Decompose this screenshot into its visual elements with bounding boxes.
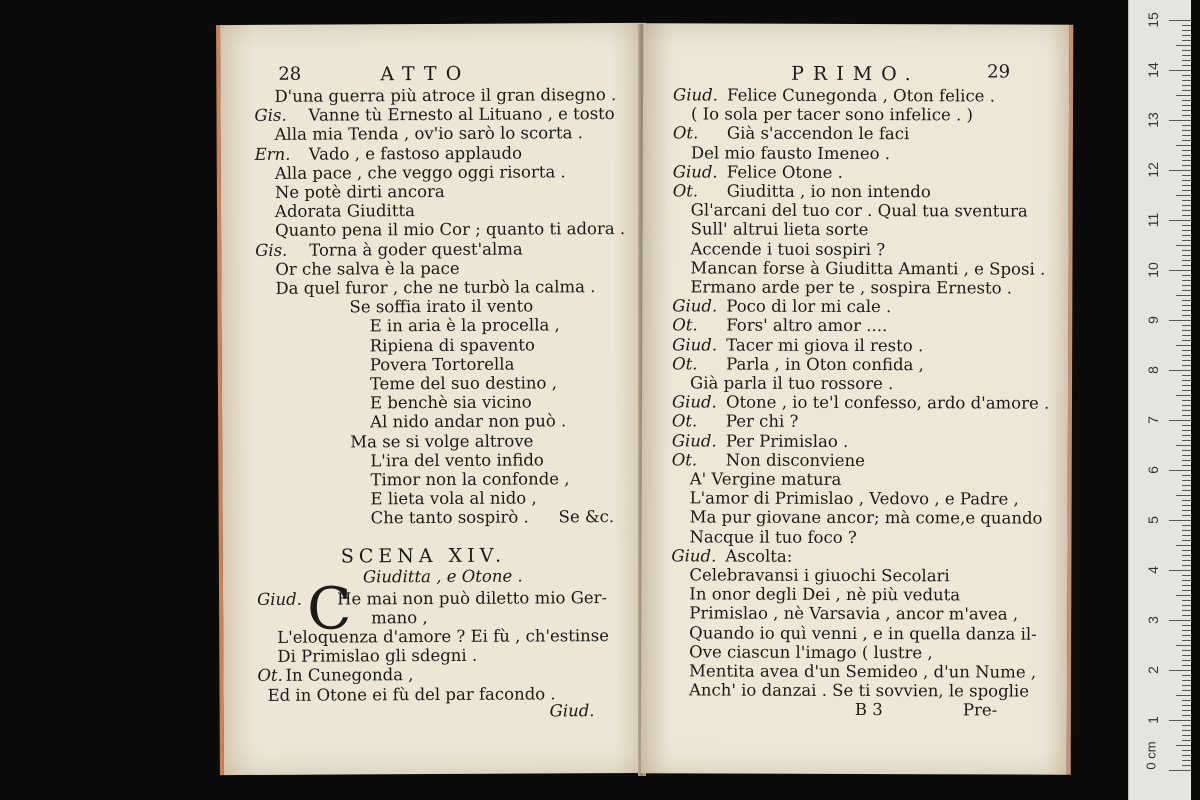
text-line: Al nido andar non può . — [370, 411, 567, 432]
ruler-tick — [1182, 80, 1191, 81]
ruler-tick — [1182, 285, 1191, 286]
ruler-tick — [1182, 390, 1191, 391]
left-page — [216, 23, 650, 775]
ruler-tick — [1182, 550, 1191, 551]
line-text: Tacer mi giova il resto . — [726, 335, 924, 355]
text-line: Che tanto sospirò . — [370, 507, 529, 528]
text-line — [671, 430, 849, 451]
ruler-tick — [1182, 365, 1191, 366]
ruler-tick — [1182, 205, 1191, 206]
running-head: ATTO — [380, 62, 471, 86]
line-text: Vanne tù Ernesto al Lituano , e tosto — [308, 104, 615, 125]
ruler-tick — [1182, 755, 1191, 756]
ruler-tick — [1182, 565, 1191, 566]
text-line — [671, 450, 865, 470]
text-line: Ove ciascun l'imago ( lustre , — [689, 642, 933, 663]
ruler-tick — [1182, 150, 1191, 151]
line-text: Fors' altro amor .... — [726, 315, 888, 336]
ruler-tick — [1182, 315, 1191, 316]
ruler-tick — [1182, 440, 1191, 441]
text-line: Sull' altrui lieta sorte — [690, 219, 869, 240]
text-line: Or che salva è la pace — [275, 258, 460, 279]
ruler-tick — [1182, 615, 1191, 616]
ruler-tick — [1182, 460, 1191, 461]
ruler-tick — [1169, 70, 1191, 71]
ruler-tick — [1169, 720, 1191, 721]
text-line: Alla mia Tenda , ov'io sarò lo scorta . — [274, 123, 584, 145]
ruler-tick — [1182, 425, 1191, 426]
ruler-tick — [1169, 670, 1191, 671]
ruler-tick — [1182, 340, 1191, 341]
speaker-name: Ern. — [254, 144, 291, 164]
ruler-number: 2 — [1145, 666, 1161, 674]
text-line — [672, 181, 931, 202]
text-line: L'eloquenza d'amore ? Ei fù , ch'estinse — [277, 626, 610, 647]
ruler-tick — [1182, 500, 1191, 501]
ruler-tick — [1176, 95, 1191, 96]
page-number: 28 — [278, 63, 302, 85]
ruler-tick — [1182, 730, 1191, 731]
text-line — [672, 162, 843, 182]
ruler-tick — [1182, 765, 1191, 766]
ruler-number: 12 — [1145, 162, 1161, 178]
speaker-name: Gis. — [255, 240, 288, 260]
ruler-tick — [1182, 180, 1191, 181]
text-line: Alla pace , che veggo oggi risorta . — [274, 162, 566, 183]
ruler-tick — [1182, 190, 1191, 191]
ruler-tick — [1182, 310, 1191, 311]
speaker-name: Giud. — [673, 85, 718, 105]
ruler-tick — [1182, 635, 1191, 636]
text-line: Ermano arde per te , sospira Ernesto . — [690, 277, 1013, 298]
text-line: Mentita avea d'un Semideo , d'un Nume , — [689, 661, 1037, 682]
ruler-tick — [1182, 610, 1191, 611]
ruler-tick — [1182, 280, 1191, 281]
ruler-tick — [1182, 485, 1191, 486]
text-line: Teme del suo destino , — [369, 373, 557, 394]
text-line: Ripiena di spavento — [369, 335, 536, 355]
ruler-tick — [1182, 415, 1191, 416]
ruler-tick — [1182, 585, 1191, 586]
running-head: PRIMO. — [791, 62, 920, 86]
ruler-number: 6 — [1145, 466, 1161, 474]
ruler-tick — [1169, 370, 1191, 371]
ruler-tick — [1182, 590, 1191, 591]
speaker-name: Giud. — [672, 334, 718, 355]
text-line: In onor degli Dei , nè più veduta — [689, 584, 961, 605]
ruler-tick — [1182, 475, 1191, 476]
ruler-tick — [1169, 520, 1191, 521]
ruler-tick — [1182, 605, 1191, 606]
ruler-tick — [1182, 40, 1191, 41]
ruler-tick — [1182, 210, 1191, 211]
ruler-tick — [1182, 410, 1191, 411]
text-line — [257, 665, 414, 686]
ruler-tick — [1182, 515, 1191, 516]
ruler-tick — [1176, 195, 1191, 196]
scene-heading: SCENA XIV. — [340, 544, 507, 568]
text-line: E lieta vola al nido , — [370, 488, 537, 509]
ruler-tick — [1182, 540, 1191, 541]
ruler-tick — [1169, 620, 1191, 621]
ruler-tick — [1182, 110, 1191, 111]
text-line: E benchè sia vicino — [369, 392, 532, 413]
ruler-tick — [1182, 750, 1191, 751]
ruler-number: 5 — [1145, 516, 1161, 524]
ruler-tick — [1182, 165, 1191, 166]
ruler-tick — [1169, 320, 1191, 321]
ruler-tick — [1182, 240, 1191, 241]
ruler-tick — [1182, 300, 1191, 301]
ruler-tick — [1182, 35, 1191, 36]
ruler-tick — [1182, 625, 1191, 626]
ruler-tick — [1176, 295, 1191, 296]
line-text: Ascolta: — [725, 546, 793, 566]
speaker-name: Giud. — [671, 392, 717, 412]
text-line — [672, 123, 910, 144]
ruler-tick — [1182, 655, 1191, 656]
ruler-tick — [1169, 170, 1191, 171]
text-line: mano , — [371, 607, 428, 628]
ruler-tick — [1182, 405, 1191, 406]
ruler-tick — [1182, 215, 1191, 216]
measuring-ruler — [1128, 0, 1191, 800]
text-line — [671, 411, 799, 432]
text-line: Ed in Otone ei fù del par facondo . — [267, 683, 556, 705]
text-line: A' Vergine matura — [689, 469, 842, 489]
text-line — [671, 546, 793, 566]
ruler-tick — [1182, 55, 1191, 56]
ruler-tick — [1182, 450, 1191, 451]
line-text: Otone , io te'l confesso, ardo d'amore . — [725, 392, 1050, 413]
text-line — [672, 334, 924, 355]
text-line: Ne potè dirti ancora — [274, 181, 445, 202]
ruler-tick — [1182, 130, 1191, 131]
ruler-tick — [1182, 185, 1191, 186]
speaker-name: Ot. — [672, 354, 698, 374]
ruler-tick — [1182, 530, 1191, 531]
ruler-tick — [1182, 385, 1191, 386]
ruler-tick — [1176, 645, 1191, 646]
line-text: Vado , e fastoso applaudo — [308, 143, 523, 164]
ruler-tick — [1169, 420, 1191, 421]
signature-mark: B 3 — [854, 700, 883, 720]
line-text: Per chi ? — [725, 411, 799, 432]
ruler-tick — [1182, 535, 1191, 536]
line-text: Felice Cunegonda , Oton felice . — [727, 85, 995, 106]
line-text: He mai non può diletto mio Ger- — [336, 587, 608, 609]
ruler-tick — [1182, 560, 1191, 561]
text-line: Quanto pena il mio Cor ; quanto ti adora . — [275, 219, 626, 241]
speaker-name: Ot. — [672, 123, 699, 143]
speaker-name: Ot. — [257, 666, 283, 686]
text-line — [256, 587, 608, 609]
text-line: Ma pur giovane ancor; mà come,e quando — [689, 507, 1043, 529]
text-line — [255, 239, 523, 260]
speaker-name: Ot. — [671, 411, 698, 431]
ruler-tick — [1182, 455, 1191, 456]
ruler-tick — [1182, 105, 1191, 106]
ruler-tick — [1182, 155, 1191, 156]
text-line — [671, 392, 1050, 413]
ruler-tick — [1169, 570, 1191, 571]
ruler-tick — [1182, 290, 1191, 291]
ruler-tick — [1182, 260, 1191, 261]
ruler-tick — [1169, 470, 1191, 471]
ruler-tick — [1182, 115, 1191, 116]
ruler-tick — [1176, 45, 1191, 46]
ruler-tick — [1182, 675, 1191, 676]
ruler-tick — [1182, 200, 1191, 201]
text-line: ( Io sola per tacer sono infelice . ) — [690, 104, 973, 125]
drop-capital: C — [306, 574, 352, 643]
speaker-name: Ot. — [672, 181, 699, 201]
text-line: Adorata Giuditta — [274, 201, 415, 222]
ruler-tick — [1182, 335, 1191, 336]
ruler-tick — [1182, 575, 1191, 576]
speaker-name: Giud. — [672, 162, 718, 182]
ruler-tick — [1182, 235, 1191, 236]
ruler-tick — [1176, 145, 1191, 146]
ruler-tick — [1182, 715, 1191, 716]
ruler-tick — [1182, 735, 1191, 736]
ruler-number: 7 — [1145, 416, 1161, 424]
text-line: L'ira del vento infido — [370, 450, 544, 471]
ruler-tick — [1182, 665, 1191, 666]
ruler-number: 1 — [1145, 716, 1161, 724]
ruler-tick — [1182, 50, 1191, 51]
text-line: E in aria è la procella , — [369, 315, 560, 336]
text-line: Celebravansi i giuochi Secolari — [689, 565, 950, 586]
line-text: Per Primislao . — [725, 431, 849, 451]
ruler-tick — [1182, 355, 1191, 356]
ruler-number: 9 — [1145, 316, 1161, 324]
ruler-tick — [1182, 710, 1191, 711]
ruler-number: 15 — [1145, 12, 1161, 28]
ruler-number: 11 — [1145, 212, 1161, 228]
ruler-number: 8 — [1145, 366, 1161, 374]
aria-da-capo: Se &c. — [558, 507, 615, 527]
ruler-number: 3 — [1145, 616, 1161, 624]
text-line — [672, 315, 888, 336]
ruler-tick — [1176, 245, 1191, 246]
ruler-tick — [1182, 700, 1191, 701]
speaker-name: Ot. — [671, 450, 698, 470]
ruler-tick — [1182, 650, 1191, 651]
text-line: Mancan forse à Giuditta Amanti , e Sposi . — [690, 258, 1046, 279]
ruler-tick — [1182, 760, 1191, 761]
line-text: Poco di lor mi cale . — [726, 296, 892, 317]
ruler-tick — [1182, 25, 1191, 26]
text-line: Del mio fausto Imeneo . — [690, 143, 891, 163]
ruler-tick — [1182, 230, 1191, 231]
speaker-name: Giud. — [256, 589, 303, 609]
ruler-tick — [1182, 175, 1191, 176]
ruler-tick — [1182, 265, 1191, 266]
ruler-tick — [1182, 380, 1191, 381]
ruler-tick — [1182, 555, 1191, 556]
line-text: Torna à goder quest'alma — [309, 239, 523, 260]
ruler-tick — [1182, 465, 1191, 466]
catchword: Pre- — [962, 700, 998, 720]
ruler-tick — [1182, 685, 1191, 686]
catchword: Giud. — [549, 700, 595, 721]
ruler-tick — [1182, 640, 1191, 641]
ruler-tick — [1182, 680, 1191, 681]
ruler-tick — [1169, 120, 1191, 121]
line-text: Parla , in Oton confida , — [726, 354, 924, 375]
ruler-tick — [1182, 135, 1191, 136]
ruler-tick — [1182, 275, 1191, 276]
ruler-tick — [1182, 60, 1191, 61]
text-line: Timor non la confonde , — [370, 469, 570, 490]
speaker-name: Ot. — [672, 315, 698, 335]
ruler-tick — [1182, 435, 1191, 436]
text-line: L'amor di Primislao , Vedovo , e Padre , — [689, 488, 1019, 509]
ruler-tick — [1182, 255, 1191, 256]
ruler-tick — [1182, 100, 1191, 101]
line-text: Già s'accendon le faci — [726, 123, 910, 144]
text-line: Accende i tuoi sospiri ? — [690, 239, 886, 259]
text-line — [254, 143, 523, 164]
ruler-tick — [1182, 90, 1191, 91]
ruler-number: 4 — [1145, 566, 1161, 574]
ruler-tick — [1182, 480, 1191, 481]
ruler-tick — [1176, 345, 1191, 346]
ruler-tick — [1182, 660, 1191, 661]
ruler-tick — [1182, 305, 1191, 306]
ruler-tick — [1169, 220, 1191, 221]
ruler-tick — [1182, 330, 1191, 331]
line-text: In Cunegonda , — [285, 665, 414, 686]
ruler-tick — [1182, 65, 1191, 66]
text-line: Povera Tortorella — [369, 354, 515, 375]
ruler-tick — [1182, 430, 1191, 431]
ruler-tick — [1176, 745, 1191, 746]
right-page — [641, 23, 1074, 774]
speaker-name: Giud. — [671, 546, 717, 566]
text-line: Gl'arcani del tuo cor . Qual tua sventura — [690, 200, 1028, 221]
text-line: Anch' io danzai . Se ti sovvien, le spoglie — [688, 680, 1030, 701]
ruler-tick — [1182, 325, 1191, 326]
page-number: 29 — [987, 61, 1011, 83]
ruler-tick — [1182, 30, 1191, 31]
ruler-tick — [1182, 510, 1191, 511]
ruler-tick — [1182, 225, 1191, 226]
ruler-tick — [1182, 580, 1191, 581]
ruler-tick — [1176, 495, 1191, 496]
text-line — [254, 104, 615, 126]
ruler-tick — [1182, 360, 1191, 361]
ruler-tick — [1182, 250, 1191, 251]
text-line: Se soffia irato il vento — [349, 296, 534, 317]
ruler-number: 10 — [1145, 262, 1161, 278]
ruler-tick — [1182, 525, 1191, 526]
ruler-tick — [1182, 505, 1191, 506]
ruler-tick — [1176, 695, 1191, 696]
text-line: Nacque il tuo foco ? — [689, 527, 857, 547]
text-line: Quando io quì venni , e in quella danza il- — [689, 623, 1037, 644]
ruler-tick — [1176, 395, 1191, 396]
speaker-name: Gis. — [254, 105, 287, 126]
ruler-tick — [1182, 600, 1191, 601]
text-line: Primislao , nè Varsavia , ancor m'avea , — [689, 603, 1019, 624]
ruler-tick — [1182, 125, 1191, 126]
ruler-tick — [1169, 20, 1191, 21]
text-line — [672, 354, 924, 375]
ruler-tick — [1182, 740, 1191, 741]
text-line — [672, 296, 892, 317]
ruler-tick — [1169, 270, 1191, 271]
ruler-tick — [1182, 705, 1191, 706]
ruler-tick — [1176, 545, 1191, 546]
ruler-unit-label: 0 cm — [1143, 741, 1159, 770]
line-text: Non disconviene — [725, 450, 865, 470]
speaker-name: Giud. — [672, 296, 718, 316]
line-text: Giuditta , io non intendo — [726, 181, 931, 202]
ruler-tick — [1182, 725, 1191, 726]
text-line: Già parla il tuo rossore . — [690, 373, 894, 394]
ruler-tick — [1182, 375, 1191, 376]
ruler-tick — [1176, 445, 1191, 446]
text-line: D'una guerra più atroce il gran disegno . — [274, 85, 617, 106]
ruler-number: 13 — [1145, 112, 1161, 128]
text-line: Da quel furor , che ne turbò la calma . — [275, 277, 596, 298]
text-line: Ma se si volge altrove — [350, 431, 534, 452]
speaker-name: Giud. — [671, 430, 717, 451]
line-text: Felice Otone . — [726, 162, 843, 182]
ruler-tick — [1176, 595, 1191, 596]
ruler-tick — [1182, 690, 1191, 691]
ruler-tick — [1169, 770, 1191, 771]
ruler-tick — [1182, 350, 1191, 351]
scene-characters: Giuditta , e Otone . — [362, 566, 523, 586]
ruler-tick — [1182, 630, 1191, 631]
ruler-tick — [1182, 400, 1191, 401]
ruler-number: 14 — [1145, 62, 1161, 78]
text-line: Di Primislao gli sdegni . — [277, 645, 478, 667]
ruler-tick — [1182, 490, 1191, 491]
ruler-tick — [1182, 75, 1191, 76]
text-line — [673, 85, 995, 106]
open-book — [210, 24, 1072, 782]
ruler-tick — [1182, 85, 1191, 86]
ruler-tick — [1182, 160, 1191, 161]
ruler-tick — [1182, 140, 1191, 141]
